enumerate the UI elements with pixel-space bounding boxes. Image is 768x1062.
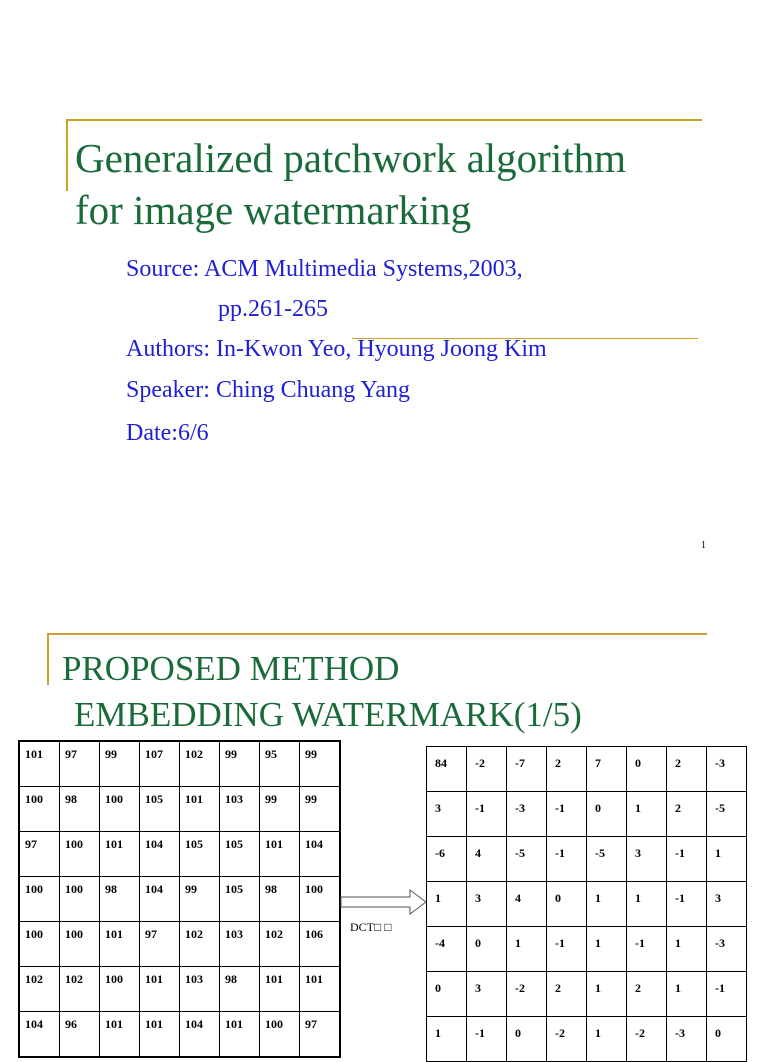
pixel-matrix-cell-value: 101	[145, 1017, 163, 1031]
dct-matrix-cell-value: -1	[555, 846, 565, 860]
pixel-matrix-cell	[19, 877, 60, 922]
pixel-matrix-cell	[260, 787, 300, 832]
pixel-matrix-cell-value: 99	[265, 792, 277, 806]
pixel-matrix-row	[19, 877, 340, 922]
dct-matrix-cell	[547, 972, 587, 1017]
dct-matrix-cell-value: 1	[595, 1026, 601, 1040]
pixel-matrix-cell-value: 101	[265, 837, 283, 851]
dct-matrix-cell	[427, 747, 467, 792]
dct-matrix-cell	[507, 792, 547, 837]
dct-matrix-cell-value: 1	[595, 981, 601, 995]
pixel-matrix-cell	[220, 1012, 260, 1058]
pixel-matrix-cell-value: 98	[105, 882, 117, 896]
dct-matrix-cell	[547, 792, 587, 837]
pixel-matrix-cell-value: 101	[105, 1017, 123, 1031]
dct-matrix-cell-value: 0	[475, 936, 481, 950]
pixel-matrix-cell	[140, 922, 180, 967]
pixel-matrix-cell	[300, 877, 341, 922]
pixel-matrix-cell	[100, 832, 140, 877]
pixel-matrix-cell	[19, 832, 60, 877]
dct-matrix-row	[427, 927, 747, 972]
pixel-matrix-cell-value: 101	[225, 1017, 243, 1031]
dct-matrix-row	[427, 882, 747, 927]
dct-matrix-cell	[667, 792, 707, 837]
dct-matrix-cell	[507, 747, 547, 792]
pixel-matrix-cell-value: 103	[185, 972, 203, 986]
pixel-matrix-cell	[100, 967, 140, 1012]
dct-label: DCT□ □	[350, 920, 392, 934]
pixel-matrix-cell	[100, 1012, 140, 1058]
pixel-matrix-cell-value: 97	[305, 1017, 317, 1031]
dct-matrix-cell-value: -2	[515, 981, 525, 995]
pixel-matrix-cell-value: 99	[105, 747, 117, 761]
pixel-matrix-cell	[100, 922, 140, 967]
dct-matrix-row	[427, 972, 747, 1017]
dct-matrix-cell-value: 1	[675, 981, 681, 995]
pixel-matrix-cell-value: 101	[265, 972, 283, 986]
pixel-matrix-cell-value: 98	[225, 972, 237, 986]
pixel-matrix-cell-value: 100	[65, 837, 83, 851]
dct-matrix-cell-value: 3	[715, 891, 721, 905]
dct-matrix-cell	[547, 1017, 587, 1062]
dct-matrix-cell	[467, 792, 507, 837]
pixel-matrix-cell-value: 104	[25, 1017, 43, 1031]
pixel-matrix-cell	[220, 787, 260, 832]
dct-matrix-cell-value: 1	[595, 936, 601, 950]
dct-matrix-cell-value: 1	[635, 801, 641, 815]
dct-matrix-cell-value: -5	[595, 846, 605, 860]
pixel-matrix-cell-value: 98	[65, 792, 77, 806]
dct-matrix-cell-value: -3	[715, 756, 725, 770]
dct-matrix-cell-value: 84	[435, 756, 447, 770]
dct-matrix-cell	[547, 927, 587, 972]
pixel-matrix-cell	[220, 922, 260, 967]
dct-matrix-cell	[667, 1017, 707, 1062]
dct-matrix-cell-value: 2	[555, 981, 561, 995]
pixel-matrix-cell-value: 100	[65, 927, 83, 941]
dct-matrix-cell	[547, 837, 587, 882]
pixel-matrix-cell-value: 100	[25, 927, 43, 941]
slide-title	[75, 132, 755, 236]
pixel-matrix-cell	[180, 787, 220, 832]
dct-matrix-cell	[707, 837, 747, 882]
pixel-matrix-row	[19, 967, 340, 1012]
pixel-matrix-cell	[100, 741, 140, 787]
pixel-matrix-cell	[60, 922, 100, 967]
dct-matrix-cell-value: 0	[595, 801, 601, 815]
dct-matrix-cell-value: 1	[715, 846, 721, 860]
pixel-matrix-cell	[60, 787, 100, 832]
dct-matrix-cell-value: -1	[475, 1026, 485, 1040]
dct-matrix-cell-value: 0	[435, 981, 441, 995]
dct-matrix-cell	[547, 747, 587, 792]
dct-matrix-cell-value: -3	[675, 1026, 685, 1040]
dct-matrix-row	[427, 747, 747, 792]
pixel-matrix-cell	[19, 922, 60, 967]
authors-line: Authors: In-Kwon Yeo, Hyoung Joong Kim	[126, 336, 547, 362]
dct-matrix-cell	[627, 792, 667, 837]
pixel-matrix-cell	[260, 832, 300, 877]
dct-matrix-cell	[507, 882, 547, 927]
right-arrow-icon	[340, 887, 428, 917]
dct-matrix-cell-value: 1	[675, 936, 681, 950]
pixel-matrix-cell-value: 97	[65, 747, 77, 761]
pixel-matrix-cell	[300, 832, 341, 877]
pixel-matrix-cell	[300, 787, 341, 832]
dct-matrix-cell	[707, 792, 747, 837]
dct-matrix-cell-value: 1	[435, 1026, 441, 1040]
dct-matrix-cell-value: -4	[435, 936, 445, 950]
pixel-matrix-cell	[260, 877, 300, 922]
pixel-matrix-cell	[260, 741, 300, 787]
pixel-matrix-cell-value: 105	[185, 837, 203, 851]
pixel-matrix-cell-value: 101	[145, 972, 163, 986]
pixel-matrix-cell	[180, 832, 220, 877]
pixel-matrix-cell-value: 104	[145, 882, 163, 896]
pixel-matrix-cell-value: 100	[25, 792, 43, 806]
pixel-matrix-cell	[300, 1012, 341, 1058]
dct-matrix-cell	[427, 837, 467, 882]
pixel-matrix-cell	[19, 787, 60, 832]
pixel-matrix-cell	[140, 1012, 180, 1058]
pixel-matrix-cell	[60, 877, 100, 922]
dct-matrix-cell	[467, 882, 507, 927]
pixel-matrix-cell-value: 97	[145, 927, 157, 941]
pixel-matrix-cell-value: 104	[305, 837, 323, 851]
pixel-matrix-cell-value: 101	[105, 927, 123, 941]
pixel-matrix-cell	[140, 741, 180, 787]
pixel-matrix-cell	[180, 1012, 220, 1058]
dct-matrix-cell-value: -5	[715, 801, 725, 815]
dct-matrix-cell	[507, 972, 547, 1017]
dct-matrix-cell-value: 1	[435, 891, 441, 905]
dct-matrix-cell	[587, 927, 627, 972]
slide-title-line-2: EMBEDDING WATERMARK(1/5)	[74, 695, 582, 734]
dct-matrix-cell	[467, 837, 507, 882]
pixel-matrix-cell	[300, 922, 341, 967]
pixel-matrix-cell-value: 99	[305, 747, 317, 761]
dct-matrix-cell-value: -1	[475, 801, 485, 815]
dct-matrix-cell-value: 0	[635, 756, 641, 770]
dct-matrix-cell	[587, 747, 627, 792]
pixel-matrix-cell	[220, 741, 260, 787]
dct-matrix-cell	[587, 972, 627, 1017]
dct-matrix-cell	[627, 747, 667, 792]
pixel-matrix-cell-value: 100	[25, 882, 43, 896]
dct-matrix-cell-value: -5	[515, 846, 525, 860]
pixel-matrix-cell-value: 101	[305, 972, 323, 986]
slide-title-line-1: PROPOSED METHOD	[62, 649, 400, 688]
accent-line-vertical	[66, 119, 68, 191]
pixel-matrix-row	[19, 1012, 340, 1058]
method-slide	[0, 590, 768, 1040]
dct-matrix-cell-value: -1	[555, 936, 565, 950]
pixel-matrix-cell-value: 100	[305, 882, 323, 896]
pixel-matrix-cell-value: 99	[225, 747, 237, 761]
pixel-matrix-cell	[140, 877, 180, 922]
pixel-matrix-cell	[100, 787, 140, 832]
dct-matrix-cell	[467, 1017, 507, 1062]
dct-matrix-cell-value: -1	[635, 936, 645, 950]
dct-matrix-cell-value: 2	[635, 981, 641, 995]
source-line: Source: ACM Multimedia Systems,2003,	[126, 256, 523, 282]
dct-matrix-cell-value: 3	[475, 981, 481, 995]
dct-matrix-cell-value: 0	[555, 891, 561, 905]
dct-matrix-cell	[627, 972, 667, 1017]
accent-line-horizontal-top	[47, 633, 707, 635]
pixel-matrix-cell-value: 102	[25, 972, 43, 986]
pixel-matrix-row	[19, 787, 340, 832]
pixel-matrix-cell-value: 101	[105, 837, 123, 851]
dct-matrix-cell	[587, 837, 627, 882]
pixel-matrix-cell-value: 98	[265, 882, 277, 896]
dct-matrix-cell-value: -2	[635, 1026, 645, 1040]
dct-matrix-cell	[667, 747, 707, 792]
dct-matrix-cell	[707, 882, 747, 927]
dct-matrix-cell-value: 0	[515, 1026, 521, 1040]
dct-matrix-cell	[667, 837, 707, 882]
dct-coefficient-table	[426, 746, 747, 1062]
dct-matrix-cell-value: 3	[475, 891, 481, 905]
dct-matrix-cell	[467, 927, 507, 972]
dct-matrix-cell-value: -3	[515, 801, 525, 815]
pixel-matrix-cell-value: 102	[185, 747, 203, 761]
dct-matrix-cell-value: -1	[675, 891, 685, 905]
source-pages: pp.261-265	[218, 296, 328, 322]
dct-matrix-cell-value: -1	[675, 846, 685, 860]
pixel-matrix-cell-value: 102	[265, 927, 283, 941]
pixel-matrix-cell	[180, 877, 220, 922]
accent-line-vertical	[47, 633, 49, 685]
dct-matrix-cell-value: 3	[635, 846, 641, 860]
title-line-2: for image watermarking	[75, 187, 472, 233]
dct-matrix-cell-value: -2	[475, 756, 485, 770]
pixel-matrix-cell	[60, 741, 100, 787]
dct-matrix-cell	[707, 927, 747, 972]
pixel-matrix-cell-value: 105	[225, 837, 243, 851]
pixel-matrix-cell-value: 96	[65, 1017, 77, 1031]
pixel-matrix-cell-value: 103	[225, 927, 243, 941]
pixel-matrix-cell	[60, 1012, 100, 1058]
dct-matrix-cell	[427, 882, 467, 927]
pixel-matrix-cell	[260, 967, 300, 1012]
dct-matrix-cell-value: 3	[435, 801, 441, 815]
dct-matrix-cell	[467, 972, 507, 1017]
pixel-matrix-cell-value: 99	[185, 882, 197, 896]
pixel-matrix-cell-value: 104	[145, 837, 163, 851]
dct-matrix-cell-value: -7	[515, 756, 525, 770]
dct-matrix-cell	[427, 792, 467, 837]
dct-matrix-cell	[547, 882, 587, 927]
dct-matrix-cell	[627, 882, 667, 927]
accent-line-horizontal-top	[66, 119, 702, 121]
pixel-matrix-cell-value: 99	[305, 792, 317, 806]
pixel-matrix-cell	[220, 877, 260, 922]
pixel-matrix-cell-value: 100	[265, 1017, 283, 1031]
pixel-matrix-cell-value: 103	[225, 792, 243, 806]
pixel-matrix-cell-value: 107	[145, 747, 163, 761]
pixel-matrix-row	[19, 741, 340, 787]
pixel-matrix-cell	[60, 832, 100, 877]
dct-matrix-cell	[507, 1017, 547, 1062]
pixel-matrix-cell	[140, 832, 180, 877]
pixel-matrix-cell	[300, 741, 341, 787]
dct-matrix-cell-value: -3	[715, 936, 725, 950]
pixel-matrix-cell-value: 101	[185, 792, 203, 806]
dct-matrix-cell	[707, 972, 747, 1017]
pixel-matrix-cell-value: 102	[185, 927, 203, 941]
pixel-matrix-cell-value: 106	[305, 927, 323, 941]
pixel-matrix-cell	[300, 967, 341, 1012]
dct-matrix-cell	[427, 1017, 467, 1062]
dct-matrix-cell-value: 0	[715, 1026, 721, 1040]
dct-matrix-cell-value: 1	[515, 936, 521, 950]
pixel-matrix-table	[18, 740, 341, 1058]
speaker-line: Speaker: Ching Chuang Yang	[126, 377, 410, 403]
dct-matrix-cell	[587, 792, 627, 837]
pixel-matrix-cell	[19, 741, 60, 787]
dct-matrix-cell	[667, 927, 707, 972]
pixel-matrix-cell	[140, 967, 180, 1012]
pixel-matrix-cell-value: 105	[225, 882, 243, 896]
pixel-matrix-row	[19, 832, 340, 877]
dct-matrix-cell	[667, 972, 707, 1017]
pixel-matrix-cell-value: 100	[105, 792, 123, 806]
dct-matrix-cell	[627, 927, 667, 972]
dct-matrix-cell-value: 7	[595, 756, 601, 770]
dct-matrix-cell	[427, 927, 467, 972]
pixel-matrix-cell	[260, 1012, 300, 1058]
dct-matrix-cell-value: -6	[435, 846, 445, 860]
pixel-matrix-cell-value: 101	[25, 747, 43, 761]
dct-matrix-cell	[467, 747, 507, 792]
date-line: Date:6/6	[126, 420, 209, 446]
page-number: 1	[701, 540, 706, 551]
dct-matrix-cell-value: -1	[555, 801, 565, 815]
dct-matrix-cell-value: -2	[555, 1026, 565, 1040]
dct-matrix-cell-value: 2	[675, 756, 681, 770]
pixel-matrix-cell	[60, 967, 100, 1012]
dct-matrix-cell	[587, 882, 627, 927]
pixel-matrix-cell	[180, 741, 220, 787]
dct-matrix-row	[427, 1017, 747, 1062]
dct-matrix-cell-value: 4	[515, 891, 521, 905]
pixel-matrix-cell-value: 100	[65, 882, 83, 896]
dct-matrix-cell-value: 2	[555, 756, 561, 770]
pixel-matrix-cell-value: 95	[265, 747, 277, 761]
pixel-matrix-cell-value: 100	[105, 972, 123, 986]
dct-matrix-cell	[427, 972, 467, 1017]
dct-matrix-cell	[587, 1017, 627, 1062]
dct-matrix-cell	[627, 837, 667, 882]
pixel-matrix-cell	[220, 967, 260, 1012]
pixel-matrix-cell	[220, 832, 260, 877]
dct-matrix-cell	[707, 1017, 747, 1062]
pixel-matrix-cell-value: 104	[185, 1017, 203, 1031]
dct-matrix-cell	[507, 927, 547, 972]
dct-matrix-row	[427, 837, 747, 882]
pixel-matrix-cell	[100, 877, 140, 922]
pixel-matrix-cell	[180, 967, 220, 1012]
title-line-1: Generalized patchwork algorithm	[75, 135, 626, 181]
dct-matrix-cell	[507, 837, 547, 882]
dct-matrix-row	[427, 792, 747, 837]
pixel-matrix-row	[19, 922, 340, 967]
pixel-matrix-cell-value: 102	[65, 972, 83, 986]
pixel-matrix-cell-value: 105	[145, 792, 163, 806]
dct-matrix-cell-value: 4	[475, 846, 481, 860]
pixel-matrix-cell	[260, 922, 300, 967]
pixel-matrix-cell-value: 97	[25, 837, 37, 851]
pixel-matrix-cell	[19, 967, 60, 1012]
dct-matrix-cell	[627, 1017, 667, 1062]
pixel-matrix-cell	[180, 922, 220, 967]
dct-matrix-cell-value: 1	[635, 891, 641, 905]
dct-matrix-cell-value: 2	[675, 801, 681, 815]
dct-matrix-cell	[667, 882, 707, 927]
pixel-matrix-cell	[140, 787, 180, 832]
dct-matrix-cell	[707, 747, 747, 792]
pixel-matrix-cell	[19, 1012, 60, 1058]
dct-matrix-cell-value: 1	[595, 891, 601, 905]
dct-matrix-cell-value: -1	[715, 981, 725, 995]
